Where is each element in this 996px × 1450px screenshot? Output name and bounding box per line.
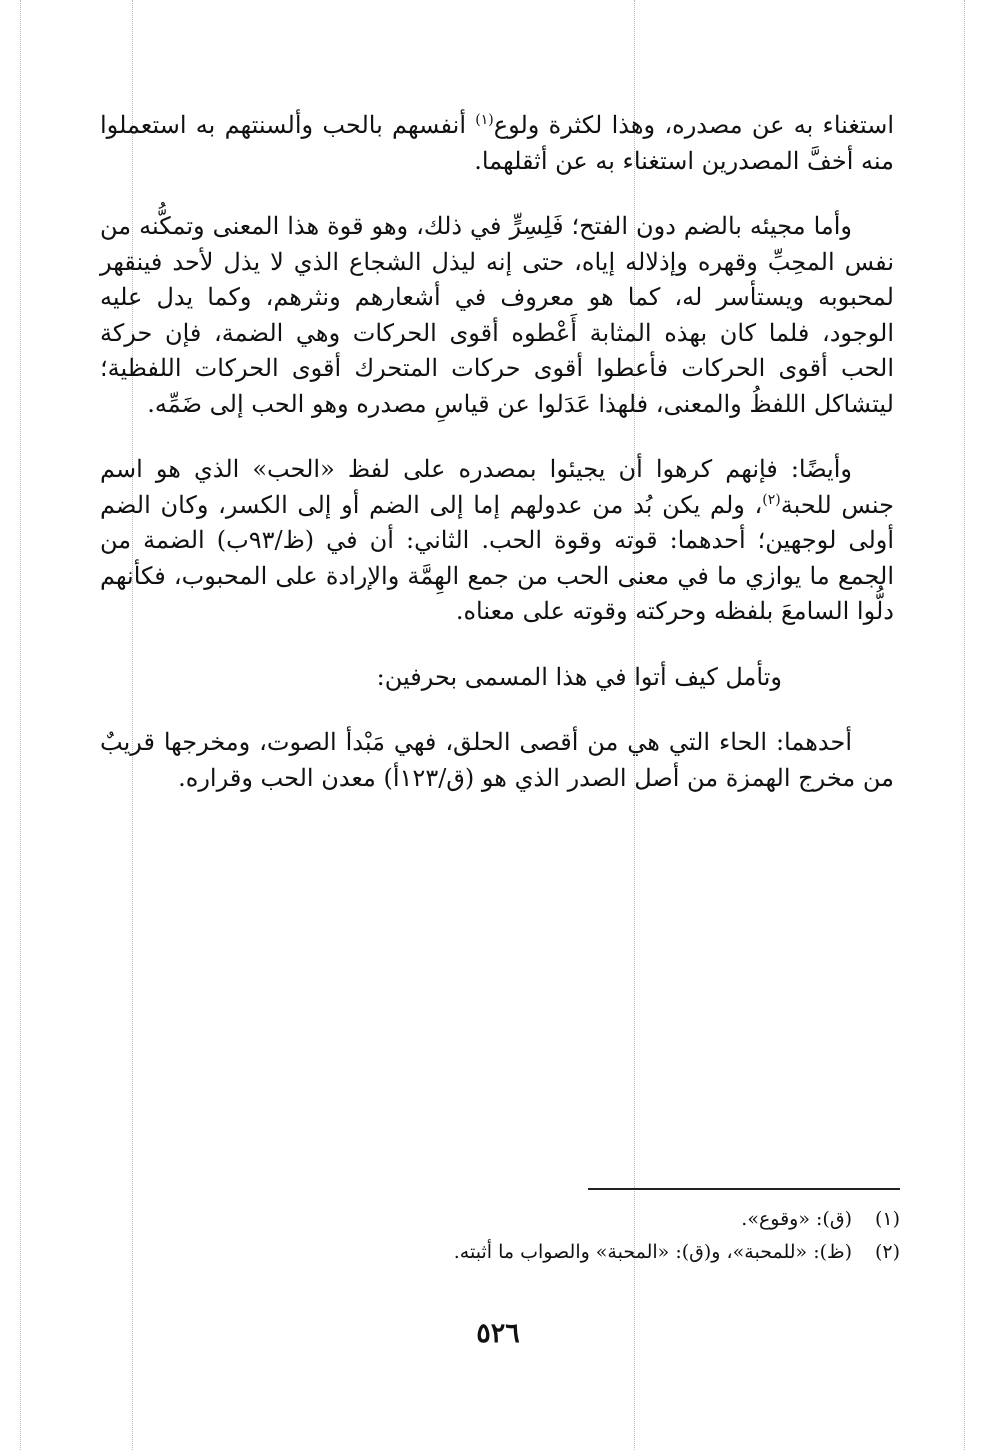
paragraph <box>100 108 894 179</box>
page-body <box>100 108 894 826</box>
footnote-marker[interactable]: (١) <box>475 112 494 128</box>
paragraph-text: ، ولم يكن بُد من عدولهم إما إلى الضم أو إلى الكسر، وكان الضم أولى لوجهين؛ أحدهما: قوته وقوة الحب. الثاني: أن في (ظ/٩٣ب) الضمة من الجمع ما يوازي ما في معنى الحب من جمع الهِمَّة والإرادة على المحبوب، فكأنهم دلُّوا السامعَ بلفظه وحركته وقوته على معناه. <box>100 490 895 625</box>
paragraph: أحدهما: الحاء التي هي من أقصى الحلق، فهي مَبْدأ الصوت، ومخرجها قريبٌ من مخرج الهمزة من أصل الصدر الذي هو (ق/١٢٣أ) معدن الحب وقراره. <box>100 728 894 792</box>
footnote-number: (٢) <box>874 1241 900 1263</box>
paragraph <box>100 452 894 630</box>
paragraph-text: وأيضًا: فإنهم كرهوا أن يجيئوا بمصدره على لفظ «الحب» الذي هو اسم جنس للحبة <box>100 455 894 519</box>
margin-guide-line <box>20 0 21 1450</box>
footnote-number: (١) <box>874 1208 900 1230</box>
footnote-separator <box>588 1188 900 1190</box>
page-number: ٥٢٦ <box>476 1318 520 1349</box>
paragraph-text: أنفسهم بالحب وألسنتهم به استعملوا منه أخفَّ المصدرين استغناء به عن أثقلهما. <box>100 111 894 175</box>
paragraph: وأما مجيئه بالضم دون الفتح؛ فَلِسِرٍّ في ذلك، وهو قوة هذا المعنى وتمكُّنه من نفس المحِبِّ وقهره وإذلاله إياه، حتى إنه ليذل الشجاع الذي لا يذل لأحد فينقهر لمحبوبه ويستأسر له، كما هو معروف في أشعارهم ونثرهم، وكما يدل عليه الوجود، فلما كان بهذه المثابة أَعْطوه أقوى الحركات وهي الضمة، فإن حركة الحب أقوى الحركات فأعطوا أقوى حركات المتحرك أقوى الحركات اللفظية؛ ليتشاكل اللفظُ والمعنى، فلهذا عَدَلوا عن قياسِ مصدره وهو الحب إلى ضَمِّه. <box>100 212 894 418</box>
footnote-text: (ق): «وقوع». <box>741 1208 852 1230</box>
footnotes <box>100 1203 900 1269</box>
margin-guide-line <box>964 0 965 1450</box>
paragraph: وتأمل كيف أتوا في هذا المسمى بحرفين: <box>376 662 782 691</box>
footnote-text: (ظ): «للمحبة»، و(ق): «المحبة» والصواب ما أثبته. <box>453 1241 852 1263</box>
footnote <box>100 1203 900 1236</box>
paragraph-text: استغناء به عن مصدره، وهذا لكثرة ولوع <box>493 111 894 139</box>
footnote-marker[interactable]: (٢) <box>762 491 781 508</box>
footnote <box>100 1236 900 1269</box>
